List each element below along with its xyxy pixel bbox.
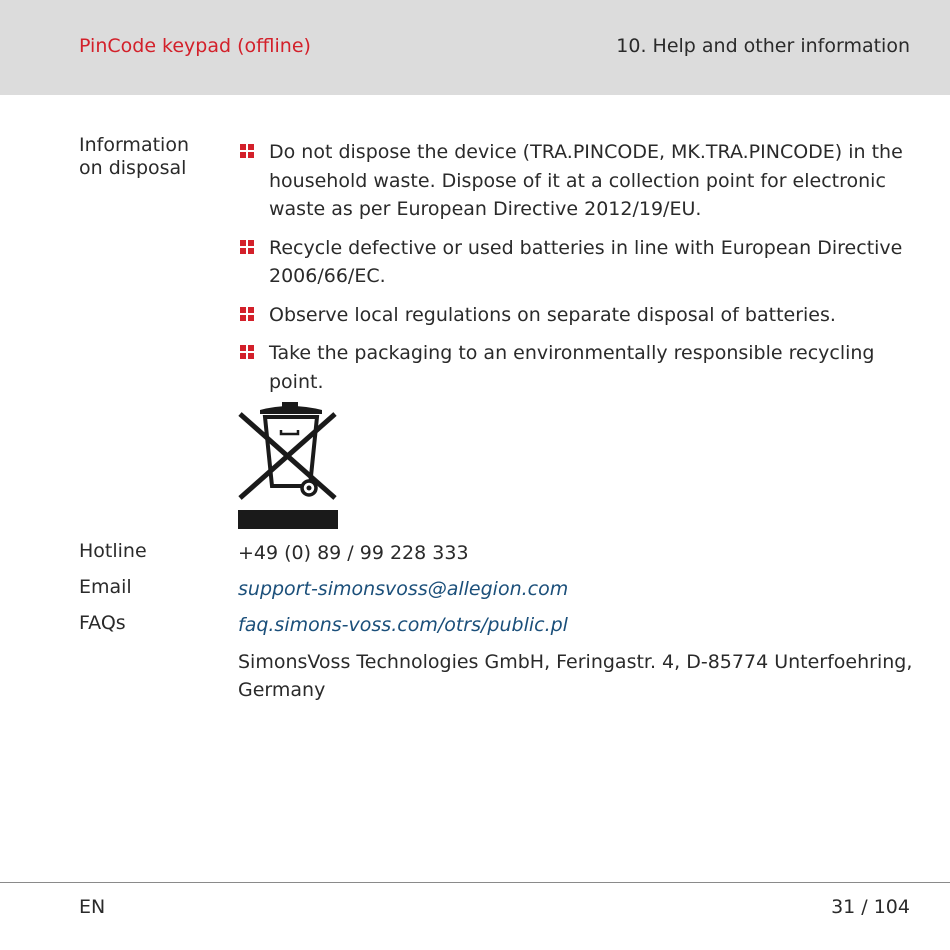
list-item-text: Do not dispose the device (TRA.PINCODE, MK.TRA.PINCODE) in the household waste. Dispose of it at a collection point for electronic waste as per European Directive 2012/19/EU. [269,141,903,220]
footer-divider [0,882,950,883]
faqs-label: FAQs [79,612,126,634]
email-label: Email [79,576,132,598]
list-item-text: Take the packaging to an environmentally responsible recycling point. [269,342,875,393]
document-title: PinCode keypad (offline) [79,35,311,57]
red-square-bullet-icon [240,144,255,159]
hotline-number: +49 (0) 89 / 99 228 333 [238,542,469,564]
disposal-list [240,138,920,406]
red-square-bullet-icon [240,307,255,322]
crossed-out-wheelie-bin-icon [238,400,338,530]
disposal-label: Information on disposal [79,134,189,179]
list-item-text: Recycle defective or used batteries in line with European Directive 2006/66/EC. [269,236,903,287]
list-item [240,339,920,396]
footer-language: EN [79,896,106,918]
list-item [240,301,920,330]
red-square-bullet-icon [240,240,255,255]
email-link[interactable]: support-simonsvoss@allegion.com [238,578,569,600]
faqs-link[interactable]: faq.simons-voss.com/otrs/public.pl [238,614,568,636]
list-item-text: Observe local regulations on separate disposal of batteries. [269,303,836,326]
red-square-bullet-icon [240,345,255,360]
chapter-title: 10. Help and other information [616,35,910,57]
list-item [240,138,920,224]
company-address: SimonsVoss Technologies GmbH, Feringastr. 4, D-85774 Unterfoehring, Germany [238,651,913,701]
page-header [0,0,950,95]
hotline-label: Hotline [79,540,147,562]
list-item [240,234,920,291]
page-number: 31 / 104 [831,896,910,918]
